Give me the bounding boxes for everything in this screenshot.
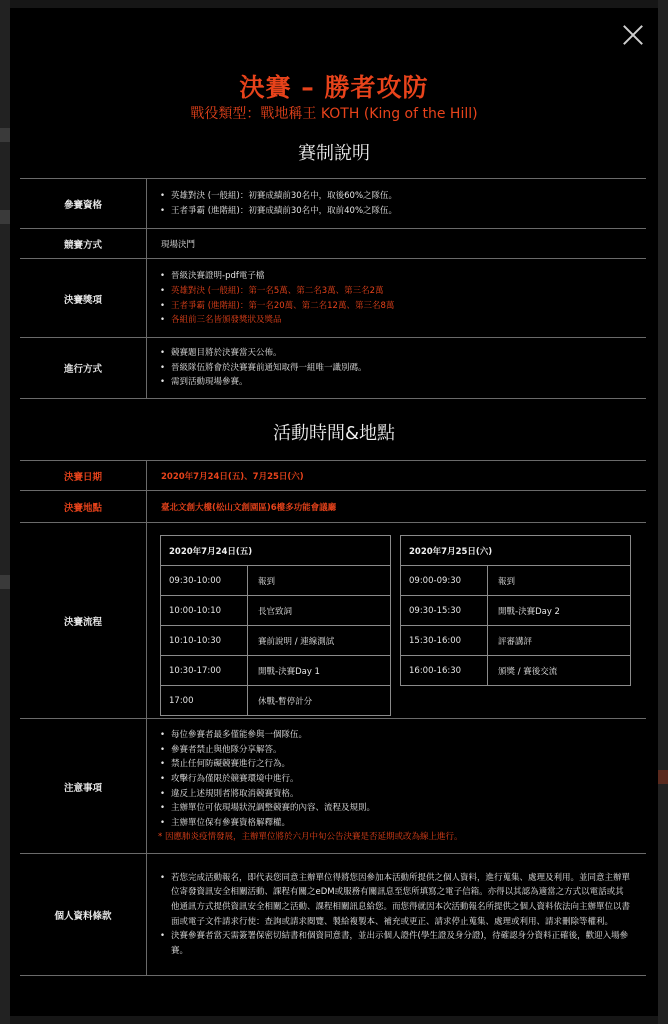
list-item: • 參賽者禁止與他隊分享解答。 [171, 743, 462, 758]
date-value: 2020年7月24日(五)、7月25日(六) [161, 472, 304, 482]
schedule-time: 10:00-10:10 [161, 596, 248, 625]
schedule-day1-title: 2020年7月24日(五) [161, 536, 390, 566]
background-chip [0, 575, 10, 589]
row-notes [20, 718, 646, 854]
page-title: 決賽 – 勝者攻防 [239, 73, 429, 102]
schedule-time: 17:00 [161, 686, 248, 715]
list-item: • 英雄對決 (一般組)：第一名5萬、第二名3萬、第三名2萬 [171, 284, 394, 299]
section-title-rules: 賽制說明 [298, 143, 370, 164]
schedule-time: 10:30-17:00 [161, 656, 248, 685]
list-item: • 主辦單位保有參賽資格解釋權。 [171, 816, 462, 831]
row-privacy [20, 853, 646, 976]
background-chip [0, 210, 10, 224]
schedule-time: 09:30-10:00 [161, 566, 248, 595]
schedule-time: 16:00-16:30 [401, 656, 488, 685]
row-value [147, 491, 646, 523]
list-item: • 競賽題目將於決賽當天公佈。 [171, 346, 367, 361]
venue-value: 臺北文創大樓(松山文創園區)6樓多功能會議廳 [161, 503, 337, 513]
row-value [147, 854, 646, 975]
schedule-row [161, 656, 390, 686]
list-item: • 晉級隊伍將會於決賽賽前通知取得一組唯一識別碼。 [171, 361, 367, 376]
schedule-time: 10:10-10:30 [161, 626, 248, 655]
schedule-activity: 休戰-暫停計分 [258, 696, 313, 707]
schedule-row [161, 596, 390, 626]
schedule-activity: 賽前說明 / 連線測試 [258, 636, 335, 647]
list-item: • 需到活動現場參賽。 [171, 375, 367, 390]
row-label: 注意事項 [20, 719, 147, 854]
warning-note: * 因應肺炎疫情發展，主辦單位將於六月中旬公告決賽是否延期或改為線上進行。 [158, 832, 463, 843]
row-prizes [20, 258, 646, 338]
row-procedure [20, 337, 646, 399]
list-item: • 英雄對決 (一般組)：初賽成績前30名中，取後60%之隊伍。 [171, 189, 397, 204]
row-label: 決賽地點 [20, 491, 147, 523]
schedule-time: 15:30-16:00 [401, 626, 488, 655]
background-chip [0, 128, 10, 142]
row-label: 決賽流程 [20, 523, 147, 719]
row-label: 個人資料條款 [20, 854, 147, 975]
schedule-activity: 報到 [258, 576, 276, 587]
format-value: 現場決鬥 [161, 240, 196, 250]
modal-dialog [10, 8, 658, 1016]
page-subtitle: 戰役類型：戰地稱王 KOTH (King of the Hill) [190, 106, 478, 122]
schedule-row [401, 626, 630, 656]
row-value [147, 259, 646, 338]
list-item: • 決賽參賽者當天需簽署保密切結書和個資同意書，並出示個人證件(學生證及身分證)，待確認身分資料正確後，歡迎入場參賽。 [171, 929, 632, 958]
row-format [20, 228, 646, 259]
schedule-activity: 長官致詞 [258, 606, 293, 617]
schedule-row [161, 566, 390, 596]
schedule-time: 09:30-15:30 [401, 596, 488, 625]
list-item: • 晉級決賽證明-pdf電子檔 [171, 269, 394, 284]
schedule-activity: 開戰-決賽Day 1 [258, 666, 320, 677]
schedule-activity: 評審講評 [498, 636, 533, 647]
row-venue [20, 490, 646, 523]
background-chip [658, 770, 668, 784]
schedule-row [401, 566, 630, 596]
schedule-activity: 開戰-決賽Day 2 [498, 606, 560, 617]
row-label: 參賽資格 [20, 179, 147, 229]
list-item: • 違反上述規則者將取消競賽資格。 [171, 787, 462, 802]
list-item: • 主辦單位可依現場狀況調整競賽的內容、流程及規則。 [171, 801, 462, 816]
row-value [147, 179, 646, 229]
row-label: 決賽獎項 [20, 259, 147, 338]
row-label: 競賽方式 [20, 229, 147, 259]
schedule-row [401, 656, 630, 685]
list-item: • 攻擊行為僅限於競賽環境中進行。 [171, 772, 462, 787]
row-eligibility [20, 178, 646, 229]
schedule-day2-title: 2020年7月25日(六) [401, 536, 630, 566]
schedule-activity: 報到 [498, 576, 516, 587]
row-value [147, 719, 646, 854]
schedule-activity: 頒獎 / 賽後交流 [498, 666, 558, 677]
close-icon[interactable] [622, 24, 644, 46]
row-value [147, 229, 646, 259]
row-label: 進行方式 [20, 338, 147, 398]
section-title-schedule: 活動時間&地點 [272, 423, 396, 444]
row-value [147, 461, 646, 491]
background-left-edge [0, 0, 10, 1024]
list-item: • 若您完成活動報名，即代表您同意主辦單位得將您因參加本活動所提供之個人資料，進行蒐集、處理及利用。並同意主辦單位寄發資訊安全相關活動、課程有關之eDM或服務有關訊息至您所填寫之電子信箱。亦得以其認為適當之方式以電話或其他通訊方式提供資訊安全相關之活動、課程相關訊息給您。而您得就因本次活動報名所提供之個人資料依法向主辦單位以書面或電子文件請求行使：查詢或請求閱覽、製給複製本、補充或更正、請求停止蒐集、處理或利用、請求刪除等權利。 [171, 871, 632, 929]
row-label: 決賽日期 [20, 461, 147, 491]
background-right-edge [658, 0, 668, 1024]
row-date [20, 460, 646, 491]
list-item: • 王者爭霸 (進階組)：第一名20萬、第二名12萬、第三名8萬 [171, 299, 394, 314]
list-item: • 王者爭霸 (進階組)：初賽成績前30名中，取前40%之隊伍。 [171, 204, 397, 219]
list-item: • 每位參賽者最多僅能參與一個隊伍。 [171, 728, 462, 743]
row-flow [20, 522, 646, 719]
list-item: • 各組前三名皆頒發獎狀及獎品 [171, 313, 394, 328]
schedule-row [161, 626, 390, 656]
schedule-day2 [400, 535, 631, 686]
schedule-day1 [160, 535, 391, 716]
schedule-row [401, 596, 630, 626]
row-value [147, 338, 646, 398]
schedule-row [161, 686, 390, 715]
schedule-time: 09:00-09:30 [401, 566, 488, 595]
list-item: • 禁止任何防礙競賽進行之行為。 [171, 757, 462, 772]
